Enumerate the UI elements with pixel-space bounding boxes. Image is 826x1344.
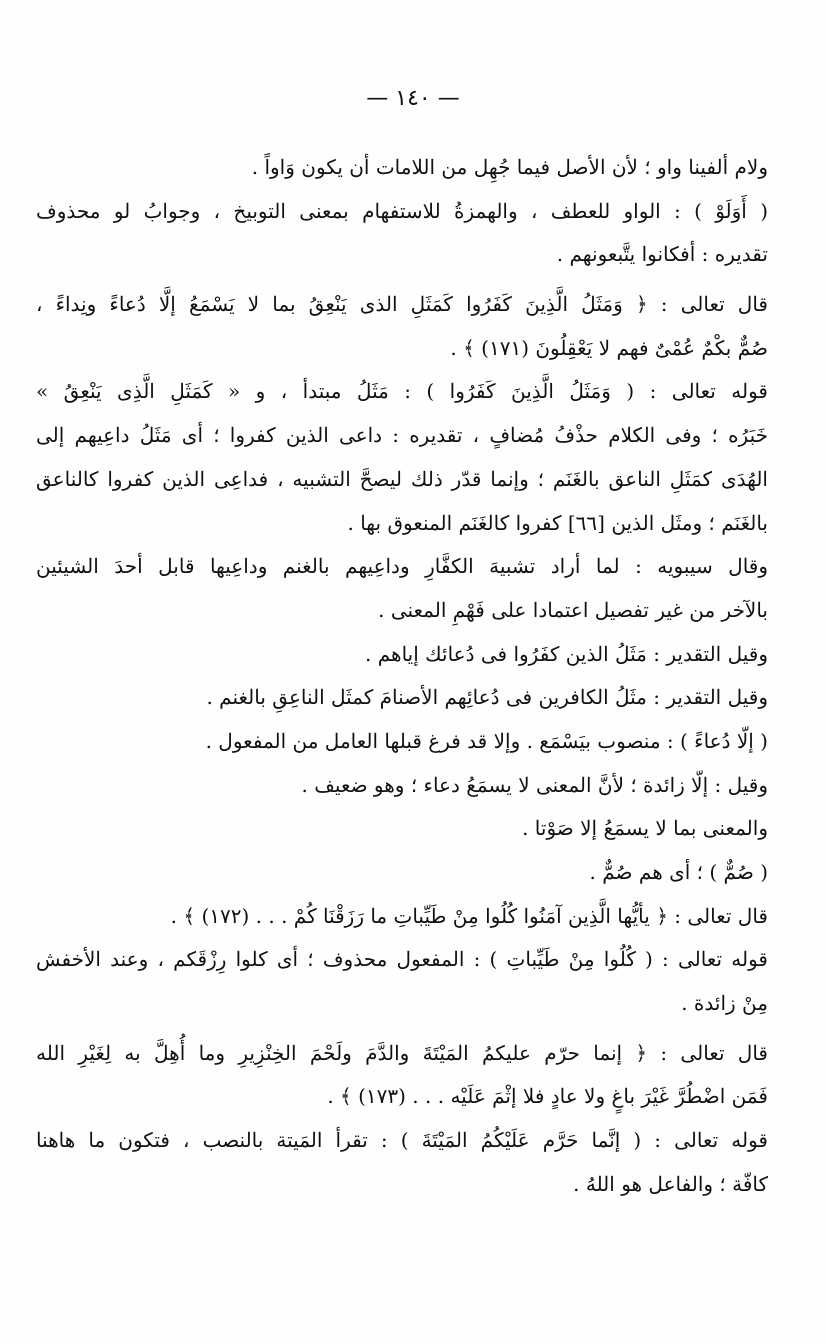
text-line: فَمَن اضْطُرَّ غَيْرَ باغٍ ولا عادٍ فلا إثْمَ عَلَيْه . . . (١٧٣) ﴾ . (327, 1084, 768, 1109)
text-line: والمعنى بما لا يسمَعُ إلا صَوْتا . (522, 816, 768, 841)
text-line: قوله تعالى : ( وَمَثَلُ الَّذِينَ كَفَرُوا ) : مَثَلُ مبتدأ ، و « كَمَثَلِ الَّذِى يَنْعِقُ » (36, 379, 768, 404)
page-body-text (36, 146, 768, 1207)
text-line: قال تعالى : ﴿ وَمَثَلُ الَّذِينَ كَفَرُوا كَمَثَلِ الذى يَنْعِقُ بما لا يَسْمَعُ إلَّا دُعاءً ونِداءً ، (36, 292, 768, 317)
text-line: وقيل التقدير : مَثَلُ الذين كفَرُوا فى دُعائك إياهم . (365, 641, 768, 666)
page-number: — ١٤٠ — (366, 86, 460, 111)
text-line: قال تعالى : ﴿ يأيُّها الَّذِين آمَنُوا كُلُوا مِنْ طَيِّباتِ ما رَزَقْنَا كُمْ . . . (١٧٢) ﴾ . (170, 903, 768, 928)
text-line: ( إلّا دُعاءً ) : منصوب بيَسْمَع . وإلا قد فرغ قبلها العامل من المفعول . (205, 728, 768, 753)
text-line: ( أَوَلَوْ ) : الواو للعطف ، والهمزةُ للاستفهام بمعنى التوبيخ ، وجوابُ لو محذوف (36, 198, 768, 223)
text-line: وقيل التقدير : مثَلُ الكافرين فى دُعائِهم الأصنامَ كمثَل الناعِقِ بالغنم . (206, 685, 768, 710)
text-line: وقيل : إلّا زائدة ؛ لأنَّ المعنى لا يسمَعُ دعاء ؛ وهو ضعيف . (301, 772, 768, 797)
text-line: ولام ألفينا واو ؛ لأن الأصل فيما جُهِل من اللامات أن يكون وَاواً . (251, 155, 768, 179)
text-line: قوله تعالى : ( كُلُوا مِنْ طَيِّباتِ ) : المفعول محذوف ؛ أى كلوا رِزْقَكم ، وعند الأخفش (36, 947, 768, 972)
text-line: تقديره : أفكانوا يتَّبعونهم . (556, 242, 768, 267)
text-line: الهُدَى كمَثَلِ الناعق بالغَنَم ؛ وإنما قدّر ذلك ليصحَّ التشبيه ، فداعِى الذين كفروا كالناعق (36, 466, 768, 491)
text-line: بالغَنَم ؛ ومثَل الذين [٦٦] كفروا كالغَنَم المنعوق بها . (347, 510, 768, 535)
text-line: ( صُمٌّ ) ؛ أى هم صُمٌّ . (589, 860, 768, 884)
text-line: صُمٌّ بكْمٌ عُمْىٌ فهم لا يَعْقِلُونَ (١٧١) ﴾ . (450, 335, 768, 360)
text-line: قوله تعالى : ( إنَّما حَرَّم عَلَيْكُمُ المَيْتَةَ ) : تقرأ المَيتة بالنصب ، فتكون ما هاهنا (36, 1128, 768, 1153)
text-line: مِنْ زائدة . (681, 991, 768, 1016)
text-line: وقال سيبويه : لما أراد تشبيهَ الكفَّارِ وداعِيهم بالغنم وداعِيها قابل أحدَ الشيئين (36, 554, 768, 579)
text-line: خَبَرُه ؛ وفى الكلام حذْفُ مُضافٍ ، تقديره : داعى الذين كفروا ؛ أى مَثَلُ داعِيهم إلى (36, 423, 768, 448)
text-line: كافّة ؛ والفاعل هو اللهُ . (573, 1171, 768, 1196)
text-line: قال تعالى : ﴿ إنما حرّم عليكمُ المَيْتَةَ والدَّمَ ولَحْمَ الخِنْزِيرِ وما أُهِلَّ به لِغَيْرِ الله (36, 1040, 768, 1065)
text-line: بالآخر من غير تفصيل اعتمادا على فَهْمِ المعنى . (378, 597, 768, 622)
